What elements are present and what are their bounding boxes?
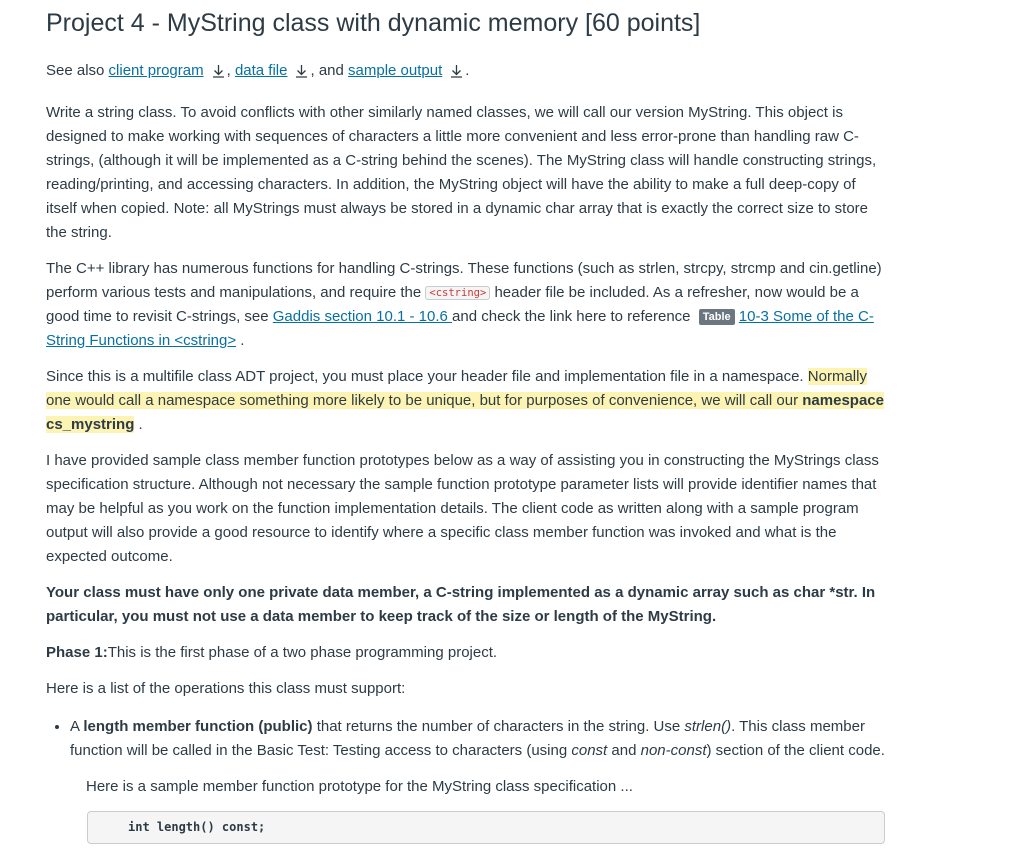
download-icon[interactable] [450,64,463,78]
prototypes-paragraph: I have provided sample class member function prototypes below as a way of assisting you in constructing the MyStrings class specification structure. Although not necessary the sample function prototype parameter lists will provide identifier names that may be helpful as you work on the function implementation details. The client code as written along with a sample program output will also provide a good resource to identify where a specific class member function was invoked and what is the expected outcome. [46,452,879,565]
sample-output-link[interactable]: sample output [348,62,443,79]
phase-label: Phase 1: [46,644,108,661]
list-text: ) section of the client code. [706,742,885,759]
see-also-prefix: See also [46,62,105,79]
code-block: int length() const; [87,811,885,844]
cstring-paragraph [46,257,886,353]
paragraph-text: header file be included. As a refresher, now would be a good time to revisit C-strings, see [46,284,859,325]
page-title: Project 4 - MyString class with dynamic memory [60 points] [46,9,701,37]
namespace-name: namespace cs_mystring [46,392,884,433]
highlight-text: Normally one would call a namespace something more likely to be unique, but for purposes of convenience, we will call our [46,368,867,409]
bold-text: Your class must have only one private data member, a C-string implemented as a dynamic array such as char *str. In particular, you must not use a data member to keep track of the size or length of the MyString. [46,584,876,625]
download-icon[interactable] [295,64,308,78]
list-text: and [611,742,637,759]
operations-list [46,715,886,763]
italic-text: non-const [640,742,707,759]
client-program-link[interactable]: client program [108,62,204,79]
inline-code: <cstring> [425,286,490,300]
intro-paragraph: Write a string class. To avoid conflicts with other similarly named classes, we will call our version MyString. This object is designed to make working with sequences of characters a little more convenient and less error-prone than handling raw C-strings, (although it will be implemented as a C-string behind the scenes). The MyString class will handle constructing strings, reading/printing, and accessing characters. In addition, the MyString object will have the ability to make a full deep-copy of itself when copied. Note: all MyStrings must always be stored in a dynamic char array that is exactly the correct size to store the string. [46,104,877,241]
data-file-link[interactable]: data file [234,62,288,79]
table-badge: Table [699,309,735,325]
separator: . [465,62,470,79]
see-also-line [46,59,886,83]
list-text: A [70,718,80,735]
phase-paragraph [46,641,886,665]
italic-text: const [571,742,608,759]
download-icon[interactable] [212,64,225,78]
operations-intro: Here is a list of the operations this class must support: [46,680,406,697]
sample-prototype-text: Here is a sample member function prototype for the MyString class specification ... [86,778,633,795]
paragraph-text: . [138,416,143,433]
list-text: . This class member function will be called in the Basic Test: Testing access to characters (using [70,718,865,759]
separator: , and [310,62,344,79]
gaddis-link[interactable]: Gaddis section 10.1 - 10.6 [272,308,453,325]
separator: , [226,62,231,79]
paragraph-text: Since this is a multifile class ADT project, you must place your header file and implementation file in a namespace. [46,368,804,385]
paragraph-text: This is the first phase of a two phase programming project. [107,644,498,661]
list-text: that returns the number of characters in the string. Use [316,718,681,735]
namespace-paragraph [46,365,886,437]
cstring-functions-link[interactable]: 10-3 Some of the C-String Functions in <cstring> [46,308,874,349]
italic-text: strlen() [684,718,732,735]
paragraph-text: . [240,332,245,349]
list-item [70,715,886,763]
data-member-rule [46,581,886,629]
bold-text: length member function (public) [83,718,313,735]
paragraph-text: and check the link here to reference [452,308,691,325]
paragraph-text: The C++ library has numerous functions for handling C-strings. These functions (such as strlen, strcpy, strcmp and cin.getline) perform various tests and manipulations, and require the [46,260,882,301]
